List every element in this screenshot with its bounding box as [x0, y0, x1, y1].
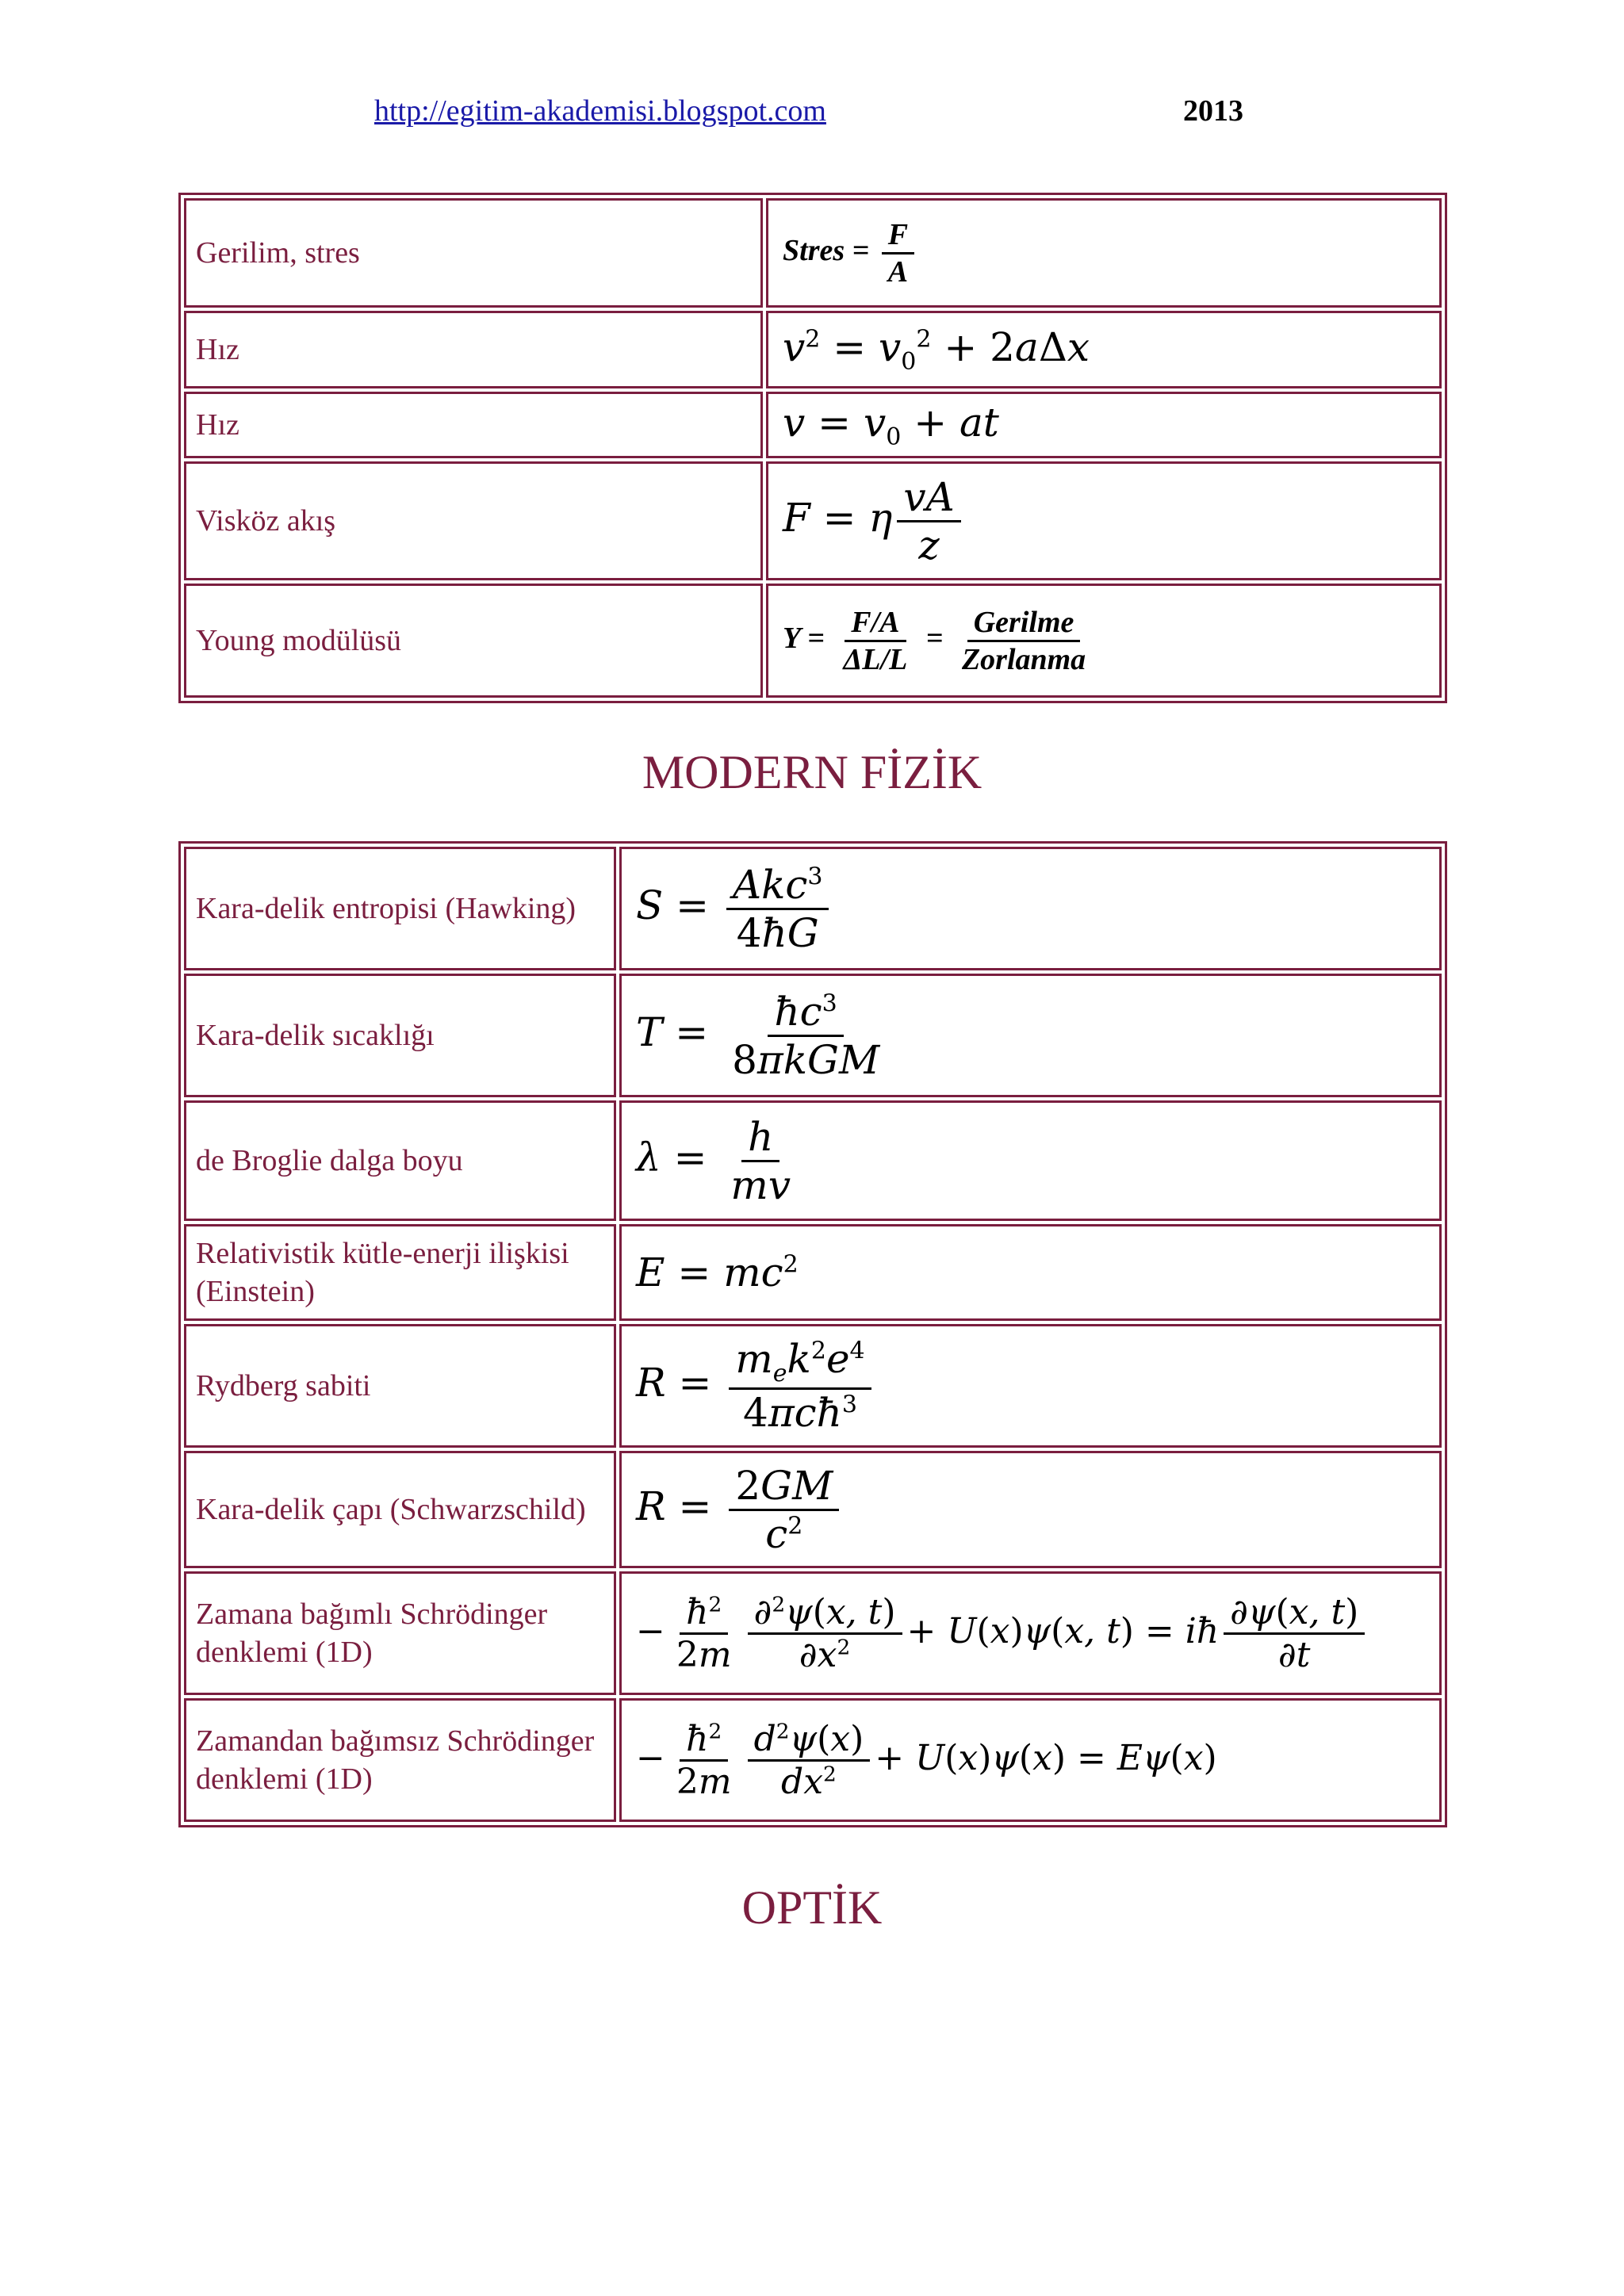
header-year: 2013 [1183, 94, 1243, 128]
table-row [184, 1571, 1442, 1695]
velocity-formula: $v = v_0$ + at [766, 392, 1442, 458]
de-broglie-formula: λ = $\frac{h}{mv}$ [619, 1100, 1442, 1221]
table-row [184, 392, 1442, 458]
table-row [184, 974, 1442, 1097]
velocity-squared-formula: $v^2 = v_0^2 + 2a\Delta x$ [766, 311, 1442, 388]
formula-label: Hız [184, 311, 763, 388]
schwarzschild-formula: R = $\frac{2GM}{c^2}$ [619, 1451, 1442, 1568]
formula-label: Hız [184, 392, 763, 458]
mass-energy-formula: $E = mc^2$ [619, 1224, 1442, 1321]
section-title-modern-fizik: MODERN FİZİK [642, 746, 982, 798]
stress-formula: Stres = $\frac{F}{A}$ [766, 198, 1442, 308]
table-row [184, 1324, 1442, 1448]
table-row [184, 311, 1442, 388]
formula-label: Zamana bağımlı Schrödinger denklemi (1D) [184, 1571, 616, 1695]
mechanics-formula-table [178, 193, 1447, 703]
formula-label: Rydberg sabiti [184, 1324, 616, 1448]
table-row [184, 1224, 1442, 1321]
time-independent-schrodinger-formula: − $\frac{ħ^2}{2m}$ $\frac{d^2\psi(x)}{dx^2}$ + U(x)ψ(x) = Eψ(x) [619, 1698, 1442, 1822]
table-row [184, 584, 1442, 698]
time-dependent-schrodinger-formula: − $\frac{ħ^2}{2m}$ $\frac{\partial^2\psi(x, t)}{\partial x^2}$ + U(x)ψ(x, t) = iħ $\frac{\partial\psi(x, t)}{\partial t}$ [619, 1571, 1442, 1695]
formula-label: Zamandan bağımsız Schrödinger denklemi (1D) [184, 1698, 616, 1822]
black-hole-temperature-formula: T = $\frac{ħc^3}{\text{8πkGM}}$ [619, 974, 1442, 1097]
table-row [184, 1698, 1442, 1822]
table-row [184, 461, 1442, 580]
table-row [184, 1451, 1442, 1568]
formula-label: Kara-delik çapı (Schwarzschild) [184, 1451, 616, 1568]
table-row [184, 847, 1442, 970]
formula-label: Kara-delik entropisi (Hawking) [184, 847, 616, 970]
formula-label: Young modülüsü [184, 584, 763, 698]
formula-label: de Broglie dalga boyu [184, 1100, 616, 1221]
table-row [184, 1100, 1442, 1221]
formula-label: Kara-delik sıcaklığı [184, 974, 616, 1097]
formula-label: Relativistik kütle-enerji ilişkisi (Einstein) [184, 1224, 616, 1321]
viscous-flow-formula: F = η $\frac{vA}{z}$ [766, 461, 1442, 580]
young-modulus-formula: Y = $\frac{F/A}{\Delta L/L}$ = $\frac{\text{Gerilme}}{\text{Zorlanma}}$ [766, 584, 1442, 698]
formula-label: Visköz akış [184, 461, 763, 580]
modern-physics-formula-table [178, 841, 1447, 1827]
black-hole-entropy-formula: S = $\frac{Akc^3}{4ħG}$ [619, 847, 1442, 970]
header-link[interactable]: http://egitim-akademisi.blogspot.com [374, 94, 826, 128]
formula-label: Gerilim, stres [184, 198, 763, 308]
rydberg-formula: R = $\frac{m_ek^2e^4}{4\pi cħ^3}$ [619, 1324, 1442, 1448]
table-row [184, 198, 1442, 308]
section-title-optik: OPTİK [741, 1881, 883, 1934]
